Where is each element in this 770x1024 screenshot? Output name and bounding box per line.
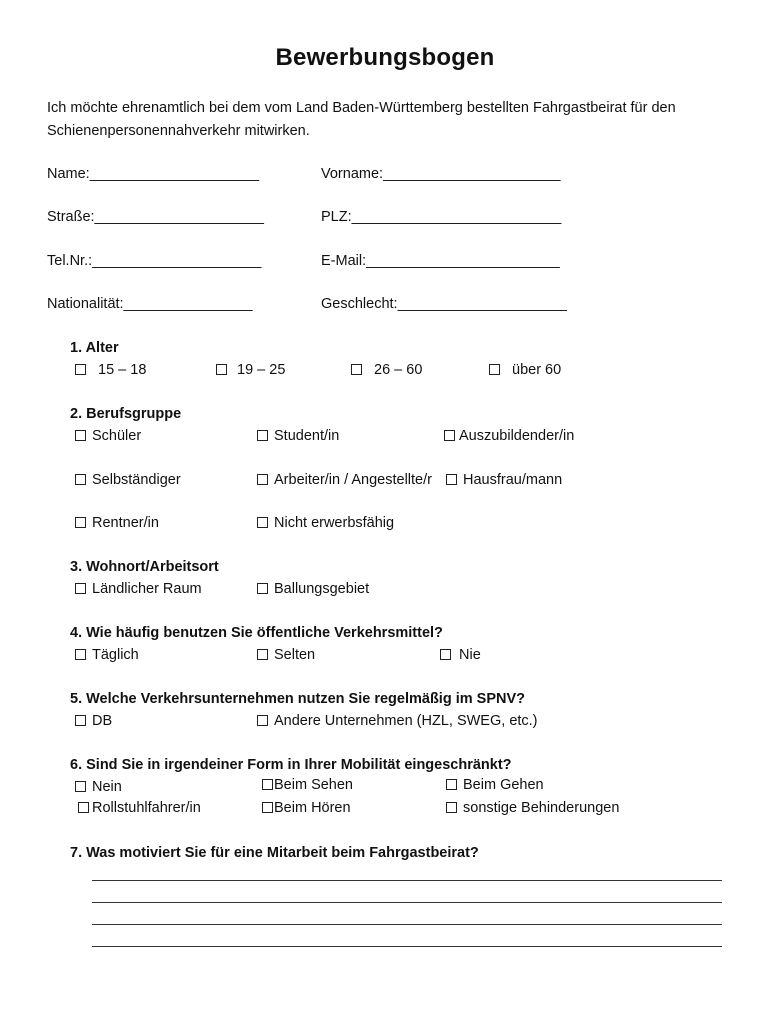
q1-option-26-60[interactable]: 26 – 60: [351, 362, 422, 378]
q1-option-ueber-60[interactable]: über 60: [489, 362, 561, 378]
checkbox-icon[interactable]: [75, 517, 86, 528]
q5-option-andere[interactable]: Andere Unternehmen (HZL, SWEG, etc.): [257, 713, 538, 729]
checkbox-icon[interactable]: [75, 715, 86, 726]
checkbox-icon[interactable]: [440, 649, 451, 660]
q6-option-beim-gehen[interactable]: Beim Gehen: [446, 777, 544, 793]
q4-heading: 4. Wie häufig benutzen Sie öffentliche Verkehrsmittel?: [70, 625, 443, 641]
q1-option-19-25[interactable]: 19 – 25: [216, 362, 285, 378]
q1-heading: 1. Alter: [70, 340, 119, 356]
answer-line[interactable]: [92, 946, 722, 947]
q7-heading: 7. Was motiviert Sie für eine Mitarbeit beim Fahrgastbeirat?: [70, 845, 479, 861]
q1-option-15-18[interactable]: 15 – 18: [75, 362, 146, 378]
page-title: Bewerbungsbogen: [275, 44, 495, 71]
checkbox-icon[interactable]: [257, 715, 268, 726]
q6-option-beim-hoeren[interactable]: Beim Hören: [262, 800, 351, 816]
checkbox-icon[interactable]: [262, 802, 273, 813]
q2-option-selbstaendiger[interactable]: Selbständiger: [75, 472, 181, 488]
q2-option-arbeiter[interactable]: Arbeiter/in / Angestellte/r: [257, 472, 432, 488]
checkbox-icon[interactable]: [257, 430, 268, 441]
q2-option-student[interactable]: Student/in: [257, 428, 339, 444]
intro-text: Ich möchte ehrenamtlich bei dem vom Land Baden-Württemberg bestellten Fahrgastbeirat für den Schienenpersonennahverkehr mitwirken.: [47, 100, 676, 139]
q3-option-ballungsgebiet[interactable]: Ballungsgebiet: [257, 581, 369, 597]
q4-option-nie[interactable]: Nie: [440, 647, 481, 663]
checkbox-icon[interactable]: [489, 364, 500, 375]
checkbox-icon[interactable]: [444, 430, 455, 441]
name-field[interactable]: Name:_____________________: [47, 166, 260, 182]
q6-option-nein[interactable]: Nein: [75, 779, 122, 795]
q2-option-hausfrau[interactable]: Hausfrau/mann: [446, 472, 562, 488]
strasse-field[interactable]: Straße:_____________________: [47, 209, 264, 225]
q6-option-sonstige[interactable]: sonstige Behinderungen: [446, 800, 619, 816]
checkbox-icon[interactable]: [75, 583, 86, 594]
answer-line[interactable]: [92, 880, 722, 881]
checkbox-icon[interactable]: [75, 781, 86, 792]
q4-option-taeglich[interactable]: Täglich: [75, 647, 139, 663]
q2-option-auszubildender[interactable]: Auszubildender/in: [444, 428, 574, 444]
checkbox-icon[interactable]: [75, 649, 86, 660]
plz-field[interactable]: PLZ:__________________________: [321, 209, 562, 225]
q3-option-laendlich[interactable]: Ländlicher Raum: [75, 581, 202, 597]
checkbox-icon[interactable]: [446, 802, 457, 813]
tel-field[interactable]: Tel.Nr.:_____________________: [47, 253, 262, 269]
checkbox-icon[interactable]: [75, 364, 86, 375]
email-field[interactable]: E-Mail:________________________: [321, 253, 560, 269]
checkbox-icon[interactable]: [446, 779, 457, 790]
checkbox-icon[interactable]: [257, 649, 268, 660]
checkbox-icon[interactable]: [78, 802, 89, 813]
checkbox-icon[interactable]: [75, 474, 86, 485]
q2-option-rentner[interactable]: Rentner/in: [75, 515, 159, 531]
q3-heading: 3. Wohnort/Arbeitsort: [70, 559, 219, 575]
nationalitaet-field[interactable]: Nationalität:________________: [47, 296, 253, 312]
checkbox-icon[interactable]: [446, 474, 457, 485]
q5-heading: 5. Welche Verkehrsunternehmen nutzen Sie regelmäßig im SPNV?: [70, 691, 526, 707]
q2-option-schueler[interactable]: Schüler: [75, 428, 141, 444]
geschlecht-field[interactable]: Geschlecht:_____________________: [321, 296, 567, 312]
checkbox-icon[interactable]: [75, 430, 86, 441]
q6-option-beim-sehen[interactable]: Beim Sehen: [262, 777, 353, 793]
answer-line[interactable]: [92, 902, 722, 903]
q4-option-selten[interactable]: Selten: [257, 647, 315, 663]
q5-option-db[interactable]: DB: [75, 713, 112, 729]
checkbox-icon[interactable]: [257, 583, 268, 594]
q2-heading: 2. Berufsgruppe: [70, 406, 182, 422]
q2-option-nicht-erwerbsfaehig[interactable]: Nicht erwerbsfähig: [257, 515, 394, 531]
checkbox-icon[interactable]: [257, 517, 268, 528]
checkbox-icon[interactable]: [262, 779, 273, 790]
vorname-field[interactable]: Vorname:______________________: [321, 166, 561, 182]
checkbox-icon[interactable]: [257, 474, 268, 485]
answer-line[interactable]: [92, 924, 722, 925]
q6-heading: 6. Sind Sie in irgendeiner Form in Ihrer Mobilität eingeschränkt?: [70, 757, 512, 773]
checkbox-icon[interactable]: [351, 364, 362, 375]
q6-option-rollstuhlfahrer[interactable]: Rollstuhlfahrer/in: [78, 800, 201, 816]
checkbox-icon[interactable]: [216, 364, 227, 375]
